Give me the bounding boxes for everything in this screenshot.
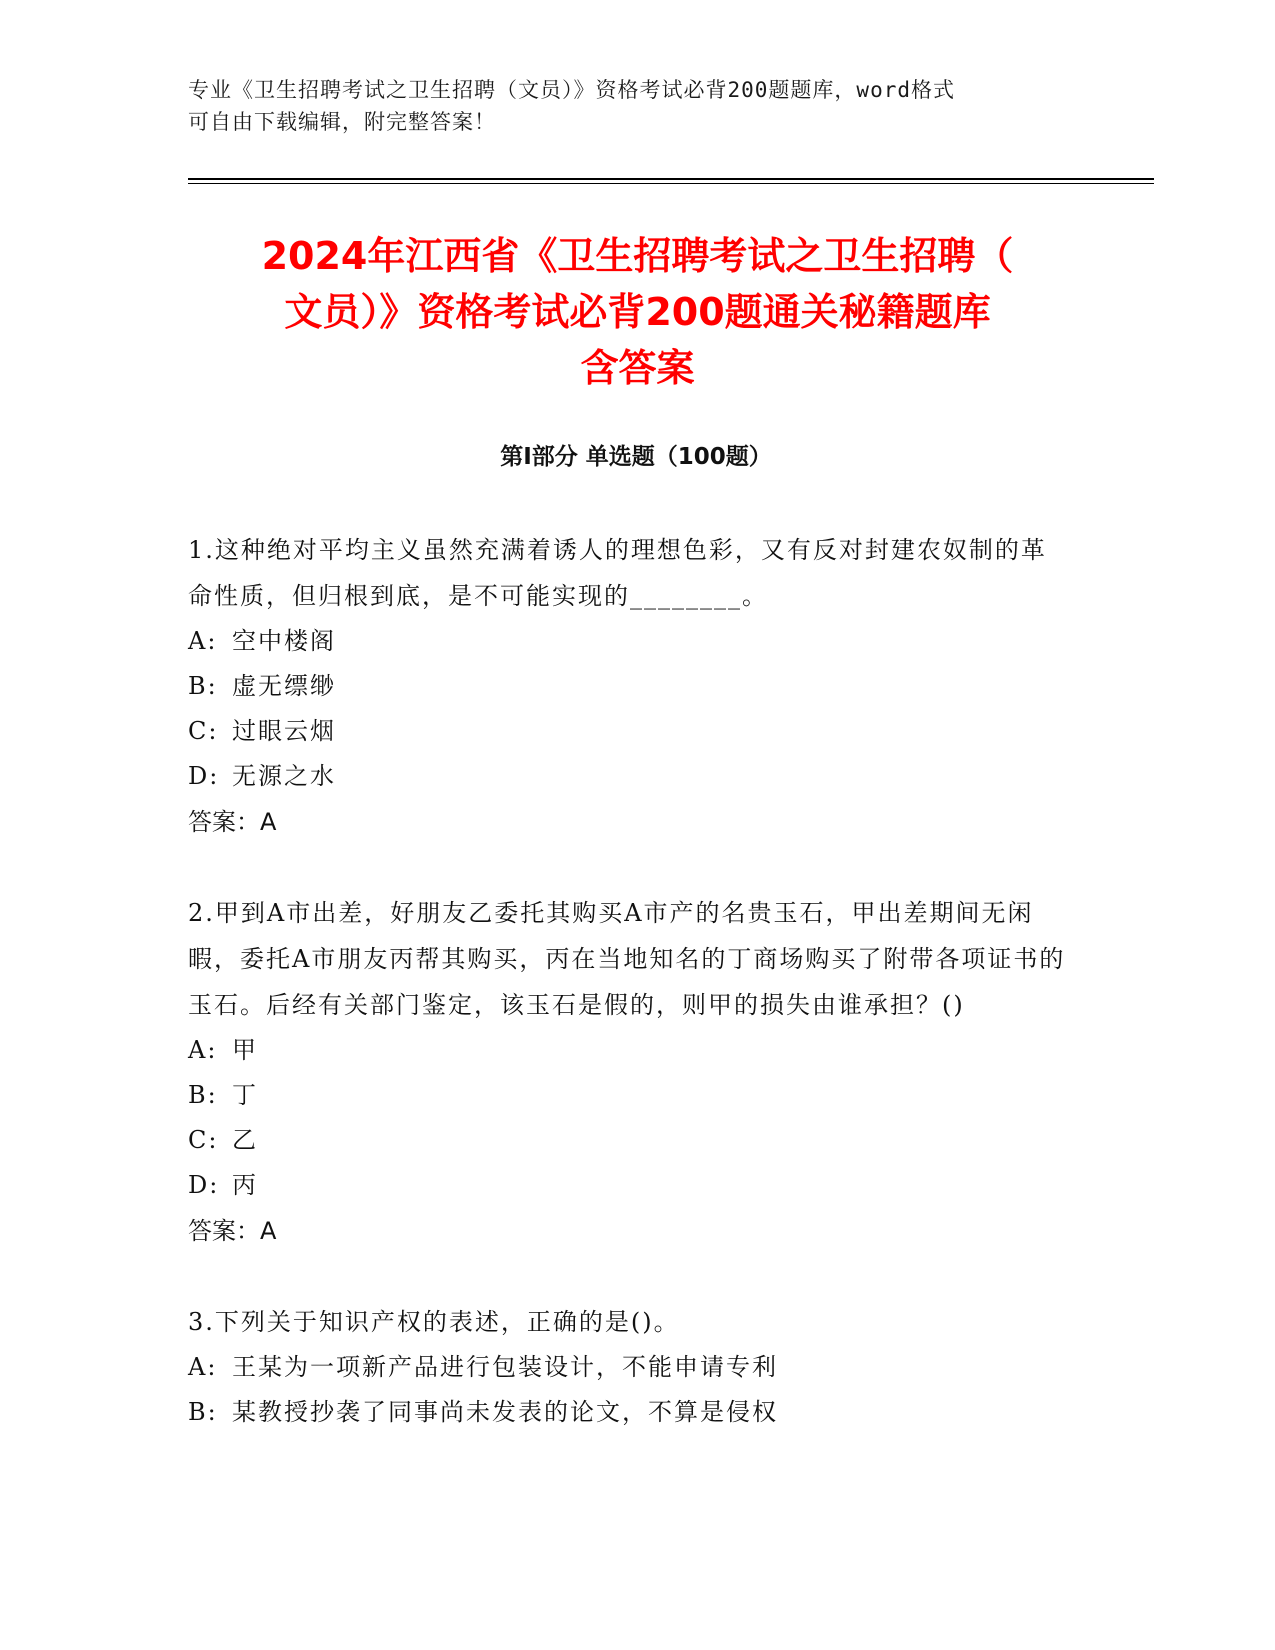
option-c (188, 1118, 1068, 1163)
question-list (188, 527, 1068, 1480)
option-b (188, 1073, 1068, 1118)
option-text: 某教授抄袭了同事尚未发表的论文，不算是侵权 (232, 1398, 778, 1426)
section-heading: 第Ⅰ部分 单选题（100题） (500, 444, 772, 470)
option-b (188, 664, 1068, 709)
option-key: B: (188, 672, 218, 700)
header-note (188, 74, 1068, 138)
option-key: B: (188, 1398, 218, 1426)
document-title-line-1: 2024年江西省《卫生招聘考试之卫生招聘（ (261, 234, 1014, 278)
document-title-line-3: 含答案 (580, 346, 695, 390)
header-divider-thick (188, 178, 1154, 180)
option-a (188, 1345, 1068, 1390)
header-note-line-1: 专业《卫生招聘考试之卫生招聘（文员）》资格考试必背200题题库，word格式 (188, 78, 955, 102)
question-stem: 1.这种绝对平均主义虽然充满着诱人的理想色彩，又有反对封建农奴制的革命性质，但归根到底，是不可能实现的________。 (188, 536, 1047, 610)
option-key: A: (188, 627, 218, 655)
option-a (188, 619, 1068, 664)
option-key: B: (188, 1081, 218, 1109)
question-stem: 2.甲到A市出差，好朋友乙委托其购买A市产的名贵玉石，甲出差期间无闲暇，委托A市朋友丙帮其购买，丙在当地知名的丁商场购买了附带各项证书的玉石。后经有关部门鉴定，该玉石是假的，则甲的损失由谁承担？() (188, 899, 1066, 1019)
option-text: 甲 (232, 1036, 258, 1064)
header-note-line-2: 可自由下载编辑，附完整答案！ (188, 110, 496, 134)
option-key: D: (188, 1171, 220, 1199)
option-key: C: (188, 1126, 219, 1154)
option-text: 丙 (232, 1171, 258, 1199)
answer-line: 答案：A (188, 808, 277, 836)
option-key: A: (188, 1036, 218, 1064)
document-title (160, 228, 1115, 396)
option-a (188, 1028, 1068, 1073)
question-3 (188, 1299, 1068, 1435)
option-key: D: (188, 762, 220, 790)
document-title-line-2: 文员）》资格考试必背200题通关秘籍题库 (284, 290, 991, 334)
option-text: 无源之水 (232, 762, 336, 790)
option-text: 王某为一项新产品进行包装设计，不能申请专利 (232, 1353, 778, 1381)
question-2 (188, 890, 1068, 1254)
option-c (188, 709, 1068, 754)
option-text: 空中楼阁 (232, 627, 336, 655)
option-text: 丁 (232, 1081, 258, 1109)
option-d (188, 1163, 1068, 1208)
option-key: A: (188, 1353, 218, 1381)
header-divider-thin (188, 183, 1154, 184)
option-text: 虚无缥缈 (232, 672, 336, 700)
option-d (188, 754, 1068, 799)
option-key: C: (188, 717, 219, 745)
option-b (188, 1390, 1068, 1435)
question-stem: 3.下列关于知识产权的表述，正确的是()。 (188, 1308, 680, 1336)
question-1 (188, 527, 1068, 845)
option-text: 过眼云烟 (232, 717, 336, 745)
option-text: 乙 (232, 1126, 258, 1154)
answer-line: 答案：A (188, 1217, 277, 1245)
